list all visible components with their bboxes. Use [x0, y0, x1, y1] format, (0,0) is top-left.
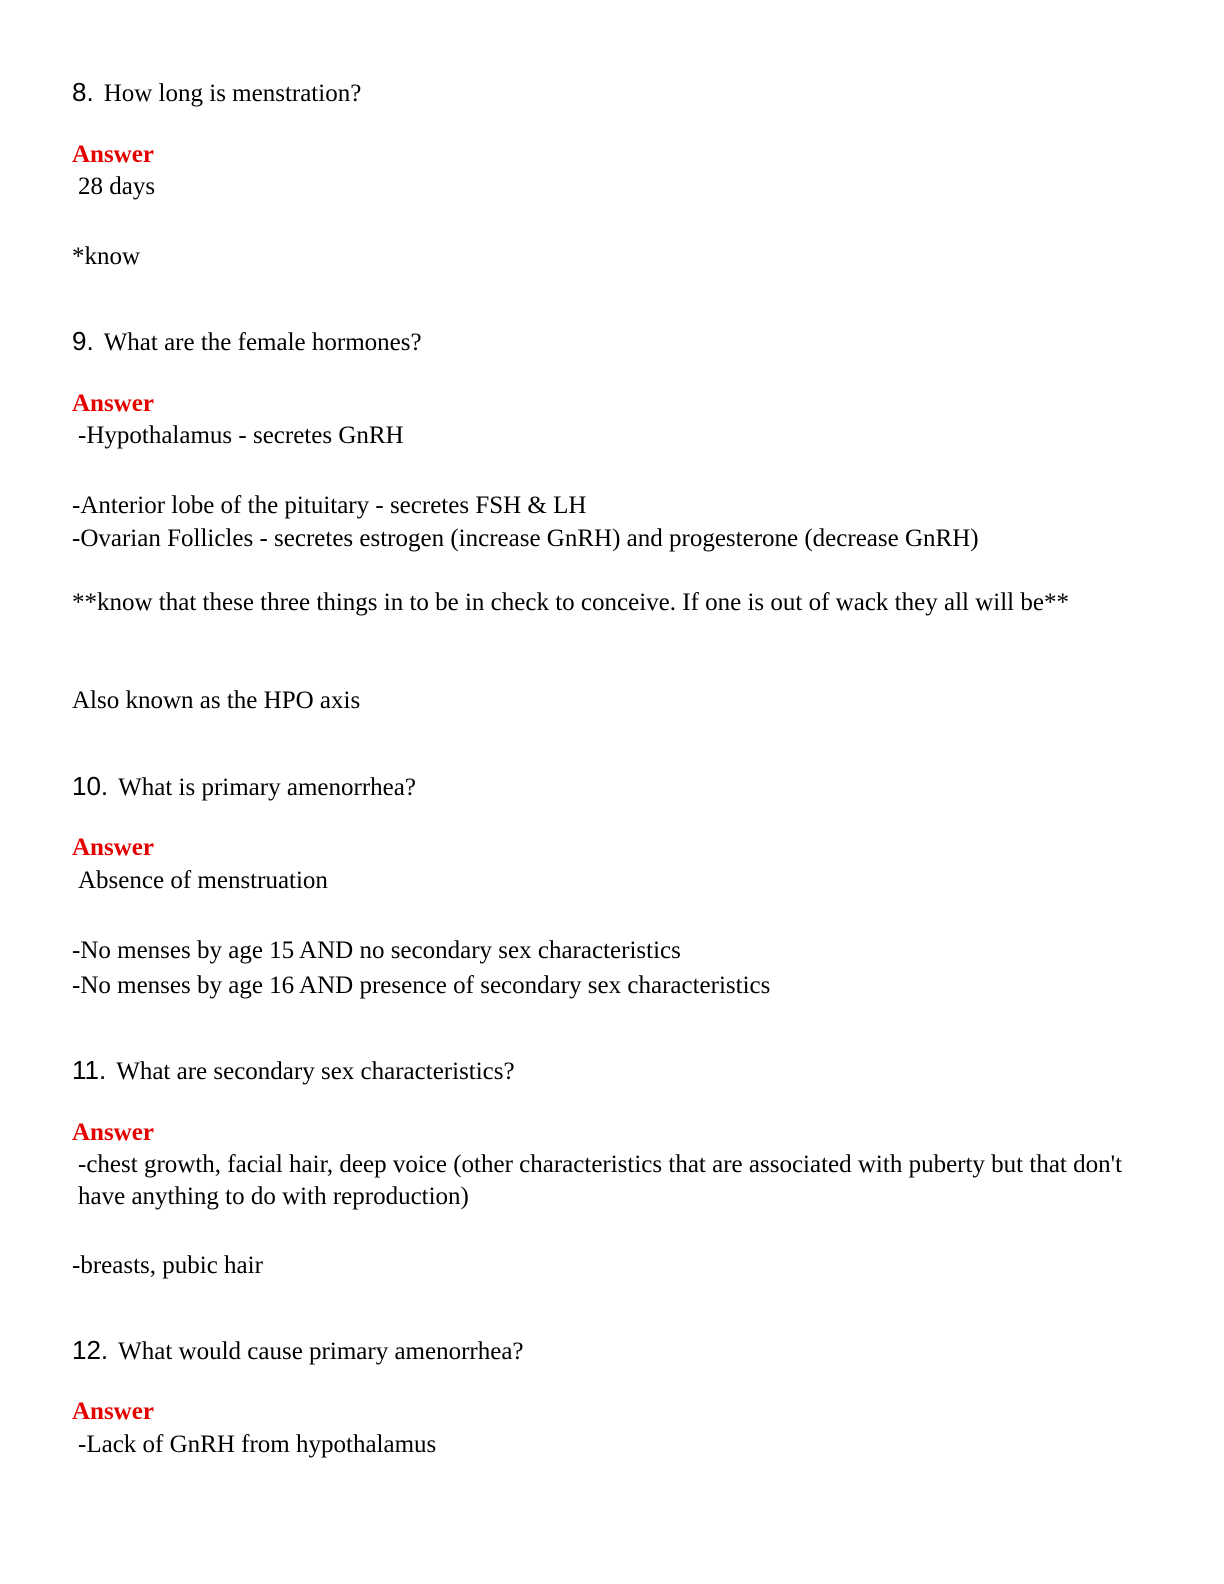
answer-label: Answer	[72, 1119, 154, 1146]
answer-line: Absence of menstruation	[78, 867, 328, 894]
answer-line: -No menses by age 16 AND presence of secondary sex characteristics	[72, 972, 771, 999]
answer-line: *know	[72, 243, 141, 270]
question-text: What are the female hormones?	[103, 329, 422, 356]
answer-line: 28 days	[78, 173, 156, 200]
question-10	[72, 770, 416, 804]
question-number: 8.	[72, 77, 94, 107]
question-text: What is primary amenorrhea?	[118, 774, 416, 801]
answer-line: -Lack of GnRH from hypothalamus	[78, 1431, 437, 1458]
question-number: 10.	[72, 771, 109, 801]
answer-label: Answer	[72, 1398, 154, 1425]
question-11	[72, 1054, 515, 1088]
answer-line: **know that these three things in to be in check to conceive. If one is out of wack they all will be**	[72, 589, 1069, 616]
answer-label: Answer	[72, 141, 154, 168]
question-text: What would cause primary amenorrhea?	[118, 1338, 524, 1365]
answer-line: -breasts, pubic hair	[72, 1252, 263, 1279]
question-number: 11.	[72, 1055, 107, 1085]
question-text: How long is menstration?	[103, 80, 362, 107]
question-8	[72, 76, 361, 110]
answer-line: -Anterior lobe of the pituitary - secretes FSH & LH	[72, 492, 587, 519]
question-9	[72, 325, 422, 359]
answer-label: Answer	[72, 834, 154, 861]
answer-line: -chest growth, facial hair, deep voice (other characteristics that are associated with puberty but that don't have anything to do with reproduction)	[78, 1151, 1123, 1210]
question-12	[72, 1334, 524, 1368]
answer-line: -Ovarian Follicles - secretes estrogen (increase GnRH) and progesterone (decrease GnRH)	[72, 525, 979, 552]
question-text: What are secondary sex characteristics?	[116, 1058, 515, 1085]
answer-line: -Hypothalamus - secretes GnRH	[78, 422, 404, 449]
question-number: 12.	[72, 1335, 109, 1365]
answer-label: Answer	[72, 390, 154, 417]
question-number: 9.	[72, 326, 94, 356]
answer-line: -No menses by age 15 AND no secondary sex characteristics	[72, 937, 681, 964]
answer-line: Also known as the HPO axis	[72, 687, 361, 714]
